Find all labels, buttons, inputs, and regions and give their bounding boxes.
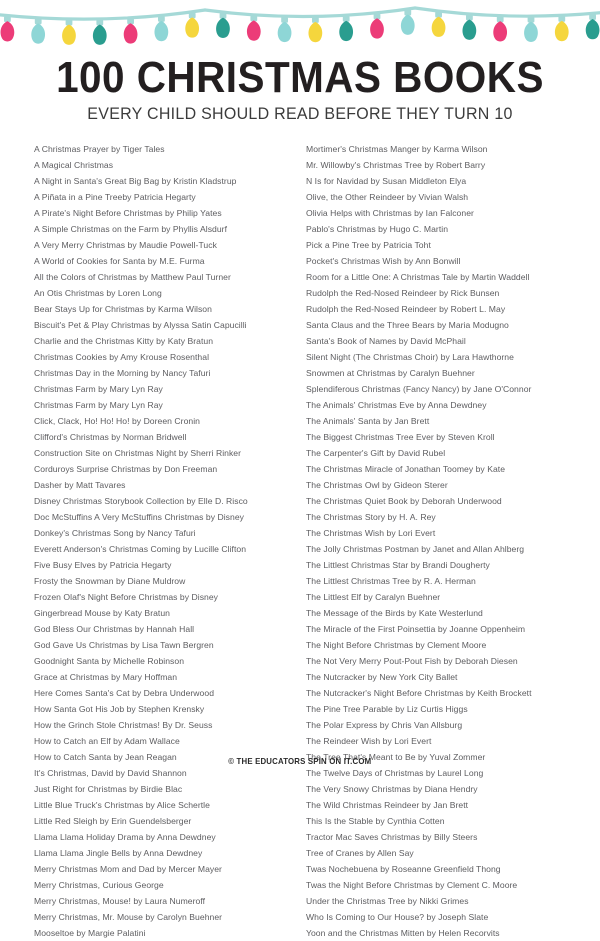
book-list-item: Corduroys Surprise Christmas by Don Freeman: [34, 463, 218, 474]
book-list-item: This Is the Stable by Cynthia Cotten: [306, 815, 445, 826]
bulb-body: [586, 19, 600, 39]
bulb-body: [463, 19, 477, 39]
book-list-item: The Wild Christmas Reindeer by Jan Brett: [306, 799, 469, 810]
book-list-item: A Night in Santa's Great Big Bag by Kristin Kladstrup: [34, 175, 237, 186]
light-bulb-icon: [309, 17, 323, 42]
book-list-item: The Miracle of the First Poinsettia by Joanne Oppenheim: [306, 623, 526, 634]
book-list-item: Christmas Cookies by Amy Krouse Rosenthal: [34, 351, 210, 362]
book-list-item: A Christmas Prayer by Tiger Tales: [34, 143, 165, 154]
garland-wire: [0, 8, 600, 19]
christmas-lights-banner: [0, 0, 600, 48]
title-block: [0, 53, 600, 124]
book-list-item: Biscuit's Pet & Play Christmas by Alyssa Satin Capucilli: [34, 319, 247, 330]
light-bulb-icon: [31, 18, 45, 43]
light-bulb-icon: [432, 12, 446, 37]
book-list-item: Twas the Night Before Christmas by Clement C. Moore: [306, 879, 518, 890]
book-list-item: Christmas Day in the Morning by Nancy Tafuri: [34, 367, 211, 378]
book-list-item: Charlie and the Christmas Kitty by Katy Bratun: [34, 335, 214, 346]
page-title: 100 CHRISTMAS BOOKS: [56, 53, 544, 102]
book-list-item: A World of Cookies for Santa by M.E. Furma: [34, 255, 205, 266]
light-bulb-icon: [62, 20, 76, 45]
book-list-item: Mooseltoe by Margie Palatini: [34, 927, 146, 938]
book-list-item: How to Catch an Elf by Adam Wallace: [34, 735, 180, 746]
bulb-body: [124, 23, 138, 43]
book-list-item: Yoon and the Christmas Mitten by Helen Recorvits: [306, 927, 500, 938]
light-bulb-icon: [339, 16, 353, 41]
bulb-body: [185, 17, 199, 37]
book-list-item: Disney Christmas Storybook Collection by Elle D. Risco: [34, 495, 248, 506]
book-list-item: How Santa Got His Job by Stephen Krensky: [34, 703, 205, 714]
book-list-item: Llama Llama Holiday Drama by Anna Dewdney: [34, 831, 216, 842]
book-list-item: The Night Before Christmas by Clement Moore: [306, 639, 487, 650]
footer: [0, 751, 600, 769]
book-list-item: Tractor Mac Saves Christmas by Billy Steers: [306, 831, 478, 842]
book-list-item: Merry Christmas, Mr. Mouse by Carolyn Buehner: [34, 911, 223, 922]
bulb-body: [309, 22, 323, 42]
book-list-item: The Nutcracker by New York City Ballet: [306, 671, 458, 682]
bulb-body: [555, 21, 569, 41]
book-list-item: The Animals' Santa by Jan Brett: [306, 415, 430, 426]
book-list-item: An Otis Christmas by Loren Long: [34, 287, 162, 298]
bulb-body: [432, 17, 446, 37]
book-list-item: Rudolph the Red-Nosed Reindeer by Rick Bunsen: [306, 287, 500, 298]
light-bulb-icon: [278, 17, 292, 42]
book-list-item: Twas Nochebuena by Roseanne Greenfield Thong: [306, 863, 501, 874]
book-list-item: The Reindeer Wish by Lori Evert: [306, 735, 432, 746]
book-list-item: Pick a Pine Tree by Patricia Toht: [306, 239, 431, 250]
book-list-item: Merry Christmas, Curious George: [34, 879, 164, 890]
book-list-item: The Animals' Christmas Eve by Anna Dewdney: [306, 399, 487, 410]
book-list-item: All the Colors of Christmas by Matthew Paul Turner: [34, 271, 231, 282]
book-list-item: Grace at Christmas by Mary Hoffman: [34, 671, 178, 682]
light-bulb-icon: [124, 18, 138, 43]
bulb-body: [155, 21, 169, 41]
bulb-body: [401, 15, 415, 35]
book-list-item: Room for a Little One: A Christmas Tale by Martin Waddell: [306, 271, 530, 282]
light-bulb-icon: [555, 16, 569, 41]
light-bulb-icon: [247, 15, 261, 40]
light-bulb-icon: [155, 16, 169, 41]
book-list-item: Frosty the Snowman by Diane Muldrow: [34, 575, 186, 586]
light-bulb-icon: [586, 14, 600, 39]
book-list-item: Clifford's Christmas by Norman Bridwell: [34, 431, 187, 442]
book-list-item: Silent Night (The Christmas Choir) by Lara Hawthorne: [306, 351, 514, 362]
book-list-item: The Carpenter's Gift by David Rubel: [306, 447, 446, 458]
book-list-item: Merry Christmas Mom and Dad by Mercer Mayer: [34, 863, 222, 874]
book-list-item: The Littlest Christmas Star by Brandi Dougherty: [306, 559, 490, 570]
book-list-item: Rudolph the Red-Nosed Reindeer by Robert L. May: [306, 303, 506, 314]
bulb-body: [370, 18, 384, 38]
light-bulb-icon: [463, 14, 477, 39]
book-list-item: The Polar Express by Chris Van Allsburg: [306, 719, 463, 730]
book-list-item: The Littlest Elf by Caralyn Buehner: [306, 591, 441, 602]
light-bulb-icon: [1, 16, 15, 41]
book-list-item: The Message of the Birds by Kate Westerlund: [306, 607, 483, 618]
book-list-item: God Bless Our Christmas by Hannah Hall: [34, 623, 195, 634]
book-list-item: Merry Christmas, Mouse! by Laura Numeroff: [34, 895, 206, 906]
bulb-body: [339, 21, 353, 41]
book-list-item: A Pirate's Night Before Christmas by Philip Yates: [34, 207, 222, 218]
book-list-column-left: [34, 141, 306, 941]
book-list-item: Christmas Farm by Mary Lyn Ray: [34, 383, 163, 394]
light-bulb-icon: [524, 17, 538, 42]
book-list-item: It's Christmas, David by David Shannon: [34, 767, 187, 778]
book-list-item: The Tree That's Meant to Be by Yuval Zommer: [306, 751, 486, 762]
book-list-item: A Very Merry Christmas by Maudie Powell-Tuck: [34, 239, 217, 250]
book-list-item: The Not Very Merry Pout-Pout Fish by Deborah Diesen: [306, 655, 518, 666]
book-list-item: Click, Clack, Ho! Ho! Ho! by Doreen Cronin: [34, 415, 200, 426]
bulb-body: [93, 24, 107, 44]
book-list-item: How to Catch Santa by Jean Reagan: [34, 751, 177, 762]
book-list-item: Santa Claus and the Three Bears by Maria Modugno: [306, 319, 509, 330]
bulb-body: [524, 22, 538, 42]
lights-garland-svg: [0, 0, 600, 48]
book-list-item: Frozen Olaf's Night Before Christmas by Disney: [34, 591, 219, 602]
book-list-item: Goodnight Santa by Michelle Robinson: [34, 655, 185, 666]
book-list-item: Five Busy Elves by Patricia Hegarty: [34, 559, 172, 570]
book-list-item: The Jolly Christmas Postman by Janet and Allan Ahlberg: [306, 543, 525, 554]
book-list-item: The Very Snowy Christmas by Diana Hendry: [306, 783, 478, 794]
book-list-item: The Twelve Days of Christmas by Laurel Long: [306, 767, 484, 778]
book-list-item: Dasher by Matt Tavares: [34, 479, 126, 490]
book-list-item: The Christmas Miracle of Jonathan Toomey by Kate: [306, 463, 506, 474]
book-list-item: Olive, the Other Reindeer by Vivian Walsh: [306, 191, 469, 202]
book-list-item: Pocket's Christmas Wish by Ann Bonwill: [306, 255, 461, 266]
footer-credit: © THE EDUCATORS SPIN ON IT.COM: [228, 756, 372, 766]
light-bulb-icon: [493, 16, 507, 41]
book-list-item: Tree of Cranes by Allen Say: [306, 847, 414, 858]
garland-wire-segment: [0, 10, 205, 19]
book-list-item: The Christmas Owl by Gideon Sterer: [306, 479, 448, 490]
book-list-item: Llama Llama Jingle Bells by Anna Dewdney: [34, 847, 203, 858]
book-list-item: The Christmas Story by H. A. Rey: [306, 511, 436, 522]
light-bulb-icon: [370, 13, 384, 38]
book-list: [0, 141, 600, 941]
book-list-item: Mortimer's Christmas Manger by Karma Wilson: [306, 143, 488, 154]
book-list-item: N Is for Navidad by Susan Middleton Elya: [306, 175, 467, 186]
book-list-item: Pablo's Christmas by Hugo C. Martin: [306, 223, 449, 234]
book-list-item: Donkey's Christmas Song by Nancy Tafuri: [34, 527, 196, 538]
book-list-item: Mr. Willowby's Christmas Tree by Robert Barry: [306, 159, 486, 170]
book-list-item: The Christmas Quiet Book by Deborah Underwood: [306, 495, 502, 506]
book-list-item: Christmas Farm by Mary Lyn Ray: [34, 399, 163, 410]
page-subtitle: EVERY CHILD SHOULD READ BEFORE THEY TURN 10: [87, 103, 513, 123]
light-bulb-icon: [216, 13, 230, 38]
book-list-item: The Biggest Christmas Tree Ever by Steven Kroll: [306, 431, 495, 442]
book-list-item: Little Blue Truck's Christmas by Alice Schertle: [34, 799, 210, 810]
garland-wire-segment: [205, 8, 415, 17]
book-list-item: The Pine Tree Parable by Liz Curtis Higgs: [306, 703, 468, 714]
book-list-item: A Magical Christmas: [34, 159, 114, 170]
book-list-item: Santa's Book of Names by David McPhail: [306, 335, 466, 346]
bulb-body: [31, 23, 45, 43]
book-list-item: Bear Stays Up for Christmas by Karma Wilson: [34, 303, 212, 314]
light-bulb-icon: [185, 12, 199, 37]
book-list-item: Gingerbread Mouse by Katy Bratun: [34, 607, 170, 618]
book-list-item: Under the Christmas Tree by Nikki Grimes: [306, 895, 469, 906]
book-list-item: Doc McStuffins A Very McStuffins Christmas by Disney: [34, 511, 244, 522]
book-list-item: A Piñata in a Pine Treeby Patricia Hegarty: [34, 191, 196, 202]
book-list-item: Little Red Sleigh by Erin Guendelsberger: [34, 815, 192, 826]
book-list-item: The Littlest Christmas Tree by R. A. Herman: [306, 575, 476, 586]
book-list-item: How the Grinch Stole Christmas! By Dr. Seuss: [34, 719, 213, 730]
bulb-body: [493, 21, 507, 41]
book-list-item: The Christmas Wish by Lori Evert: [306, 527, 436, 538]
book-list-item: Olivia Helps with Christmas by Ian Falconer: [306, 207, 474, 218]
bulb-body: [62, 25, 76, 45]
garland-wire-segment: [415, 8, 600, 16]
light-bulb-icon: [93, 19, 107, 44]
book-list-item: Everett Anderson's Christmas Coming by Lucille Clifton: [34, 543, 247, 554]
book-list-item: God Gave Us Christmas by Lisa Tawn Bergren: [34, 639, 214, 650]
book-list-item: Snowmen at Christmas by Caralyn Buehner: [306, 367, 475, 378]
bulb-body: [216, 18, 230, 38]
bulb-body: [247, 20, 261, 40]
book-list-item: Splendiferous Christmas (Fancy Nancy) by Jane O'Connor: [306, 383, 532, 394]
bulb-body: [278, 22, 292, 42]
light-bulb-icon: [401, 10, 415, 35]
book-list-item: Here Comes Santa's Cat by Debra Underwood: [34, 687, 215, 698]
bulb-body: [1, 21, 15, 41]
book-list-item: Who Is Coming to Our House? by Joseph Slate: [306, 911, 489, 922]
book-list-item: The Nutcracker's Night Before Christmas by Keith Brockett: [306, 687, 532, 698]
book-list-column-right: [306, 141, 586, 941]
book-list-item: Construction Site on Christmas Night by Sherri Rinker: [34, 447, 242, 458]
book-list-item: Just Right for Christmas by Birdie Blac: [34, 783, 183, 794]
book-list-item: A Simple Christmas on the Farm by Phyllis Alsdurf: [34, 223, 227, 234]
